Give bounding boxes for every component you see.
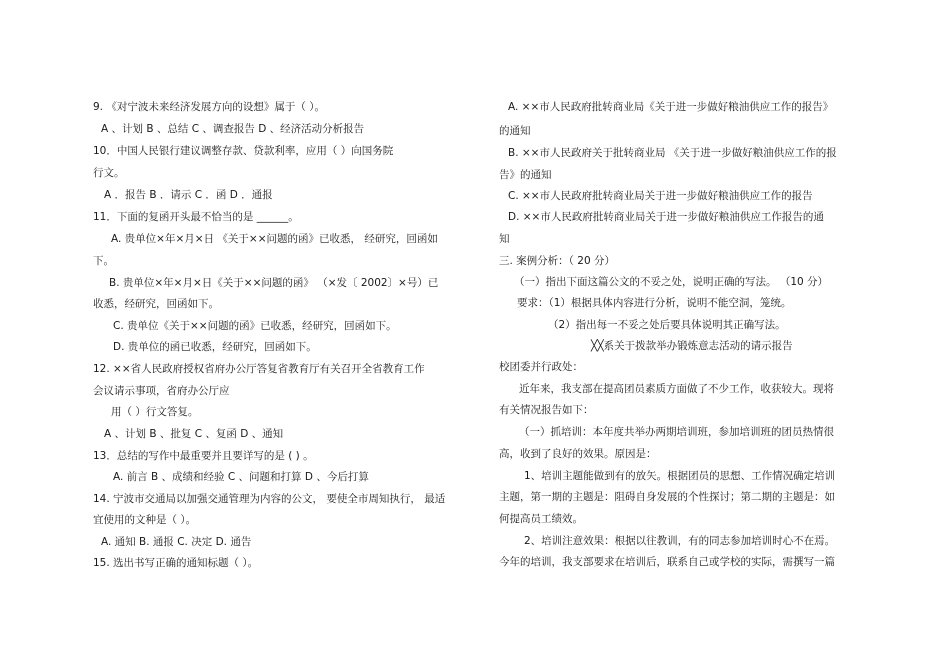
right-line-18: 1、培训主题能做到有的放矢。根据团员的思想、工作情况确定培训: [524, 470, 836, 482]
left-line-4: 行文。: [93, 167, 125, 179]
left-line-22: 15. 选出书写正确的通知标题（ ）。: [93, 557, 259, 569]
left-line-19: 14. 宁波市交通局以加强交通管理为内容的公文， 要使全市周知执行， 最适: [93, 493, 446, 505]
right-line-20: 何提高员工绩效。: [499, 513, 583, 525]
left-line-9: B. 贵单位×年×月×日《关于××问题的函》 （×发〔 2002〕×号）已: [109, 277, 439, 289]
right-line-9: （一）指出下面这篇公文的不妥之处，说明正确的写法。 （10 分）: [514, 276, 829, 288]
left-line-8: 下。: [93, 255, 114, 267]
right-line-2: 的通知: [499, 125, 531, 137]
right-line-19: 主题，第一期的主题是：阻碍自身发展的个性探讨；第二期的主题是：如: [499, 491, 835, 503]
left-line-15: 用（ ）行文答复。: [111, 406, 199, 418]
right-line-17: 高，收到了良好的效果。原因是：: [499, 448, 657, 460]
left-line-14: 会议请示事项，省府办公厅应: [93, 385, 230, 397]
left-line-7: A. 贵单位×年×月×日 《关于××问题的函》已收悉， 经研究，回函如: [111, 233, 438, 245]
left-line-5: A ．报告 B ．请示 C ．函 D ．通报: [104, 189, 273, 201]
right-line-16: （一）抓培训：本年度共举办两期培训班，参加培训班的团员热情很: [519, 426, 834, 438]
left-line-18: A. 前言 B 、成绩和经验 C 、问题和打算 D 、今后打算: [113, 471, 369, 483]
right-line-6: D. ××市人民政府批转商业局关于进一步做好粮油供应工作报告的通: [508, 211, 824, 223]
left-line-17: 13．总结的写作中最重要并且要详写的是 ( ) 。: [93, 450, 314, 462]
right-line-4: 告》的通知: [499, 169, 552, 181]
left-line-10: 收悉，经研究，回函如下。: [93, 298, 219, 310]
left-line-3: 10．中国人民银行建议调整存款、贷款利率，应用（ ）向国务院: [93, 145, 394, 157]
left-line-12: D. 贵单位的函已收悉，经研究，回函如下。: [113, 341, 317, 353]
left-line-13: 12. ××省人民政府授权省府办公厅答复省教育厅有关召开全省教育工作: [93, 363, 425, 375]
left-line-21: A. 通知 B. 通报 C. 决定 D. 通告: [101, 536, 252, 548]
right-line-13: 校团委并行政处：: [499, 361, 583, 373]
right-line-11: （2）指出每一不妥之处后要具体说明其正确写法。: [548, 319, 786, 331]
right-line-12: ╳╳系关于拨款举办锻炼意志活动的请示报告: [591, 340, 793, 352]
right-line-10: 要求：（1）根据具体内容进行分析，说明不能空洞，笼统。: [517, 297, 792, 309]
right-line-7: 知: [499, 233, 510, 245]
left-line-20: 宜使用的文种是（ ）。: [93, 514, 197, 526]
right-line-14: 近年来，我支部在提高团员素质方面做了不少工作，收获较大。现将: [519, 383, 834, 395]
left-line-11: C. 贵单位《关于××问题的函》已收悉，经研究，回函如下。: [113, 320, 397, 332]
left-line-2: A 、计划 B 、总结 C 、调查报告 D 、经济活动分析报告: [101, 123, 365, 135]
right-line-22: 今年的培训，我支部要求在培训后，联系自己或学校的实际，需撰写一篇: [499, 556, 835, 568]
right-line-5: C. ××市人民政府批转商业局关于进一步做好粮油供应工作的报告: [508, 190, 813, 202]
left-line-1: 9. 《对宁波未来经济发展方向的设想》属于（ ）。: [93, 101, 325, 113]
right-line-3: B. ××市人民政府关于批转商业局 《关于进一步做好粮油供应工作的报: [508, 147, 837, 159]
left-line-16: A 、计划 B 、批复 C 、复函 D 、通知: [104, 428, 284, 440]
right-line-15: 有关情况报告如下：: [499, 404, 594, 416]
right-line-1: A. ××市人民政府批转商业局《关于进一步做好粮油供应工作的报告》: [508, 101, 834, 113]
right-line-21: 2、培训注意效果：根据以往教训，有的同志参加培训时心不在焉。: [524, 535, 836, 547]
left-line-6: 11．下面的复函开头最不恰当的是 ______。: [93, 211, 299, 223]
right-line-8: 三. 案例分析：（ 20 分）: [499, 255, 615, 267]
